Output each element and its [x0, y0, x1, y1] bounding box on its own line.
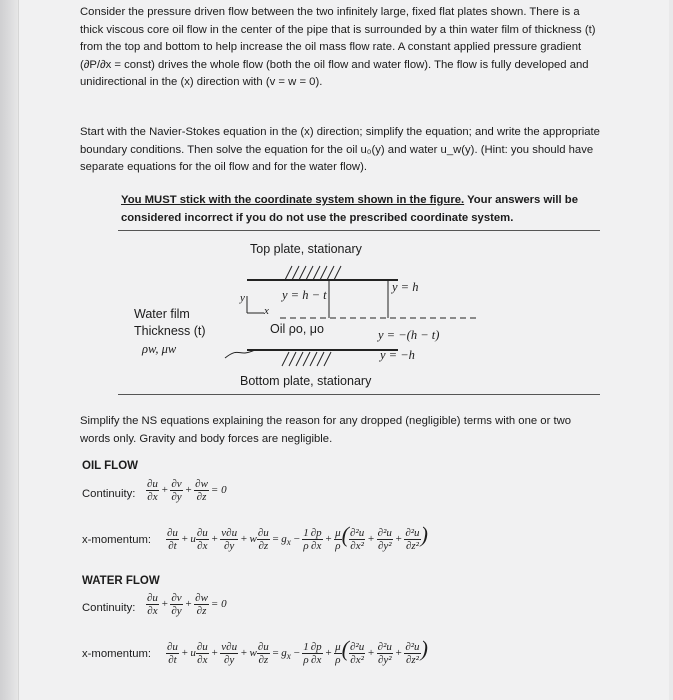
y-bottom-label: y = −h: [380, 348, 415, 362]
divider-bottom: [118, 394, 600, 395]
water-continuity-equation: $\frac{\partial u}{\partial x}$ + $\frac{\partial v}{\partial y}$ + $\frac{\partial w}{\partial z}$ = 0: [147, 592, 227, 617]
coordinate-warning-underlined: You MUST stick with the coordinate system shown in the figure.: [121, 194, 465, 206]
bottom-plate-hatch: [282, 352, 331, 366]
water-xmomentum-label: x-momentum:: [82, 648, 152, 660]
simplify-instructions: Simplify the NS equations explaining the reason for any dropped (negligible) terms with one or two words only. Gravity and body forces are negligible.: [80, 415, 572, 445]
oil-properties: Oil ρo, μo: [270, 322, 324, 336]
water-properties: ρw, μw: [142, 342, 177, 356]
y-top-label: y = h: [392, 280, 419, 294]
y-bottom-inner-label: y = −(h − t): [378, 328, 440, 342]
problem-intro: Consider the pressure driven flow between the two infinitely large, fixed flat plates shown. There is a thick viscous core oil flow in the center of the pipe that is surrounded by a thin water film of thickness (t) from the top and bottom to help increase the oil mass flow rate. A constant applied pressure gradient (∂P/∂x = const) drives the whole flow (both the oil flow and water flow). The flow is fully developed and unidirectional in the (x) direction with (v = w = 0).: [80, 6, 596, 88]
divider-top: [118, 230, 600, 231]
axis-y-label: y: [240, 292, 245, 304]
water-xmomentum-equation: $\frac{\partial u}{\partial t}$ + u $\frac{\partial u}{\partial x}$ + $\frac{v\partial u}{\partial y}$ + w $\frac{\partial u}{\partial z}$ = $g_x$ − $\frac{1}{\rho}$ $\frac{\partial p}{\partial x}$ + $\frac{\mu}{\rho}$ ( $\frac{\text{∂²u}}{\text{∂x²}}$ + $\frac{\text{∂²u}}{\text{∂y²}}$ + $\frac{\text{∂²u}}{\text{∂z²}}$ ): [167, 636, 428, 666]
water-flow-heading: WATER FLOW: [82, 575, 160, 587]
water-film-label: Water film: [134, 307, 190, 321]
oil-continuity-equation: $\frac{\partial u}{\partial x}$ + $\frac{\partial v}{\partial y}$ + $\frac{\partial w}{\partial z}$ = 0: [147, 478, 227, 503]
coordinate-warning-rest: Your answers will be considered incorrect if you do not use the prescribed coordinate system.: [121, 194, 578, 224]
bottom-plate-label: Bottom plate, stationary: [240, 374, 372, 388]
oil-xmomentum-equation: $\frac{\partial u}{\partial t}$ + u $\frac{\partial u}{\partial x}$ + $\frac{v\partial u}{\partial y}$ + w $\frac{\partial u}{\partial z}$ = $g_x$ − $\frac{1}{\rho}$ $\frac{\partial p}{\partial x}$ + $\frac{\mu}{\rho}$ ( $\frac{\text{∂²u}}{\text{∂x²}}$ + $\frac{\text{∂²u}}{\text{∂y²}}$ + $\frac{\text{∂²u}}{\text{∂z²}}$ ): [167, 522, 428, 552]
problem-task: Start with the Navier-Stokes equation in the (x) direction; simplify the equation; and write the appropriate boundary conditions. Then solve the equation for the oil u₀(y) and water u_w(y). (Hint: you should have separate equations for the oil flow and for the water flow).: [80, 126, 600, 173]
oil-flow-heading: OIL FLOW: [82, 460, 139, 472]
water-film-pointer: [225, 350, 255, 358]
top-plate-hatch: [285, 266, 341, 280]
page-shadow: [0, 0, 18, 700]
water-continuity-label: Continuity:: [82, 602, 136, 614]
coordinate-warning: [121, 192, 601, 227]
top-plate-label: Top plate, stationary: [250, 242, 362, 256]
oil-continuity-label: Continuity:: [82, 488, 136, 500]
oil-xmomentum-label: x-momentum:: [82, 534, 152, 546]
y-top-inner-label: y = h − t: [282, 288, 327, 302]
thickness-label: Thickness (t): [134, 324, 206, 338]
axis-x-label: x: [264, 305, 269, 317]
